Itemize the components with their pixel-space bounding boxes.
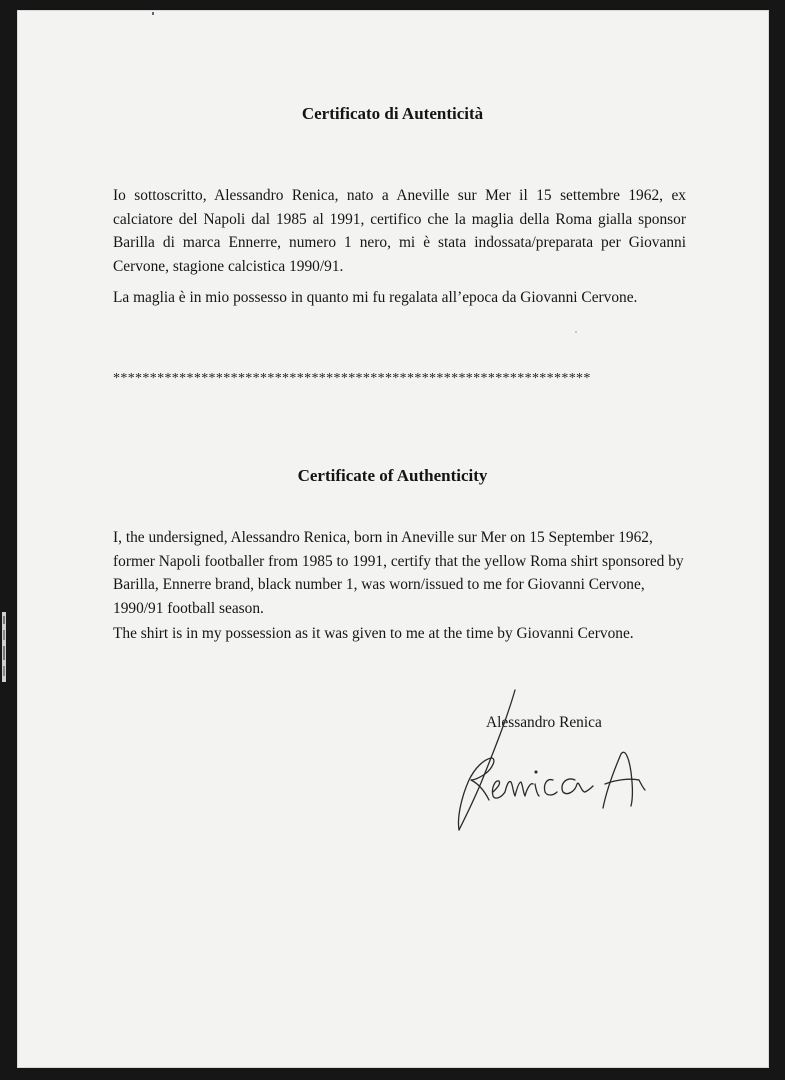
- certificate-title-italian: Certificato di Autenticità: [301, 104, 484, 123]
- english-paragraph-2: The shirt is in my possession as it was given to me at the time by Giovanni Cervone.: [113, 625, 634, 642]
- signer-printed-name: Alessandro Renica: [486, 714, 602, 731]
- handwritten-signature: [435, 688, 665, 838]
- scan-speck: [575, 331, 577, 333]
- edge-scan-artifact: [0, 612, 10, 682]
- english-paragraph-1: I, the undersigned, Alessandro Renica, born in Aneville sur Mer on 15 September 1962, former Napoli footballer from 1985 to 1991, certify that the yellow Roma shirt sponsored by Barilla, Ennerre brand, black number 1, was worn/issued to me for Giovanni Cervone, 1990/91 football season.: [113, 529, 684, 617]
- certificate-title-english: Certificate of Authenticity: [297, 466, 488, 485]
- italian-paragraph-1: Io sottoscritto, Alessandro Renica, nato a Aneville sur Mer il 15 settembre 1962, ex calciatore del Napoli dal 1985 al 1991, certifico che la maglia della Roma gialla sponsor Barilla di marca Ennerre, numero 1 nero, mi è stata indossata/preparata per Giovanni Cervone, stagione calcistica 1990/91.: [113, 187, 686, 275]
- separator-asterisks: *****************************************************************: [113, 371, 591, 386]
- italian-paragraph-2: La maglia è in mio possesso in quanto mi fu regalata all’epoca da Giovanni Cervone.: [113, 289, 638, 306]
- scan-speck: [152, 12, 154, 15]
